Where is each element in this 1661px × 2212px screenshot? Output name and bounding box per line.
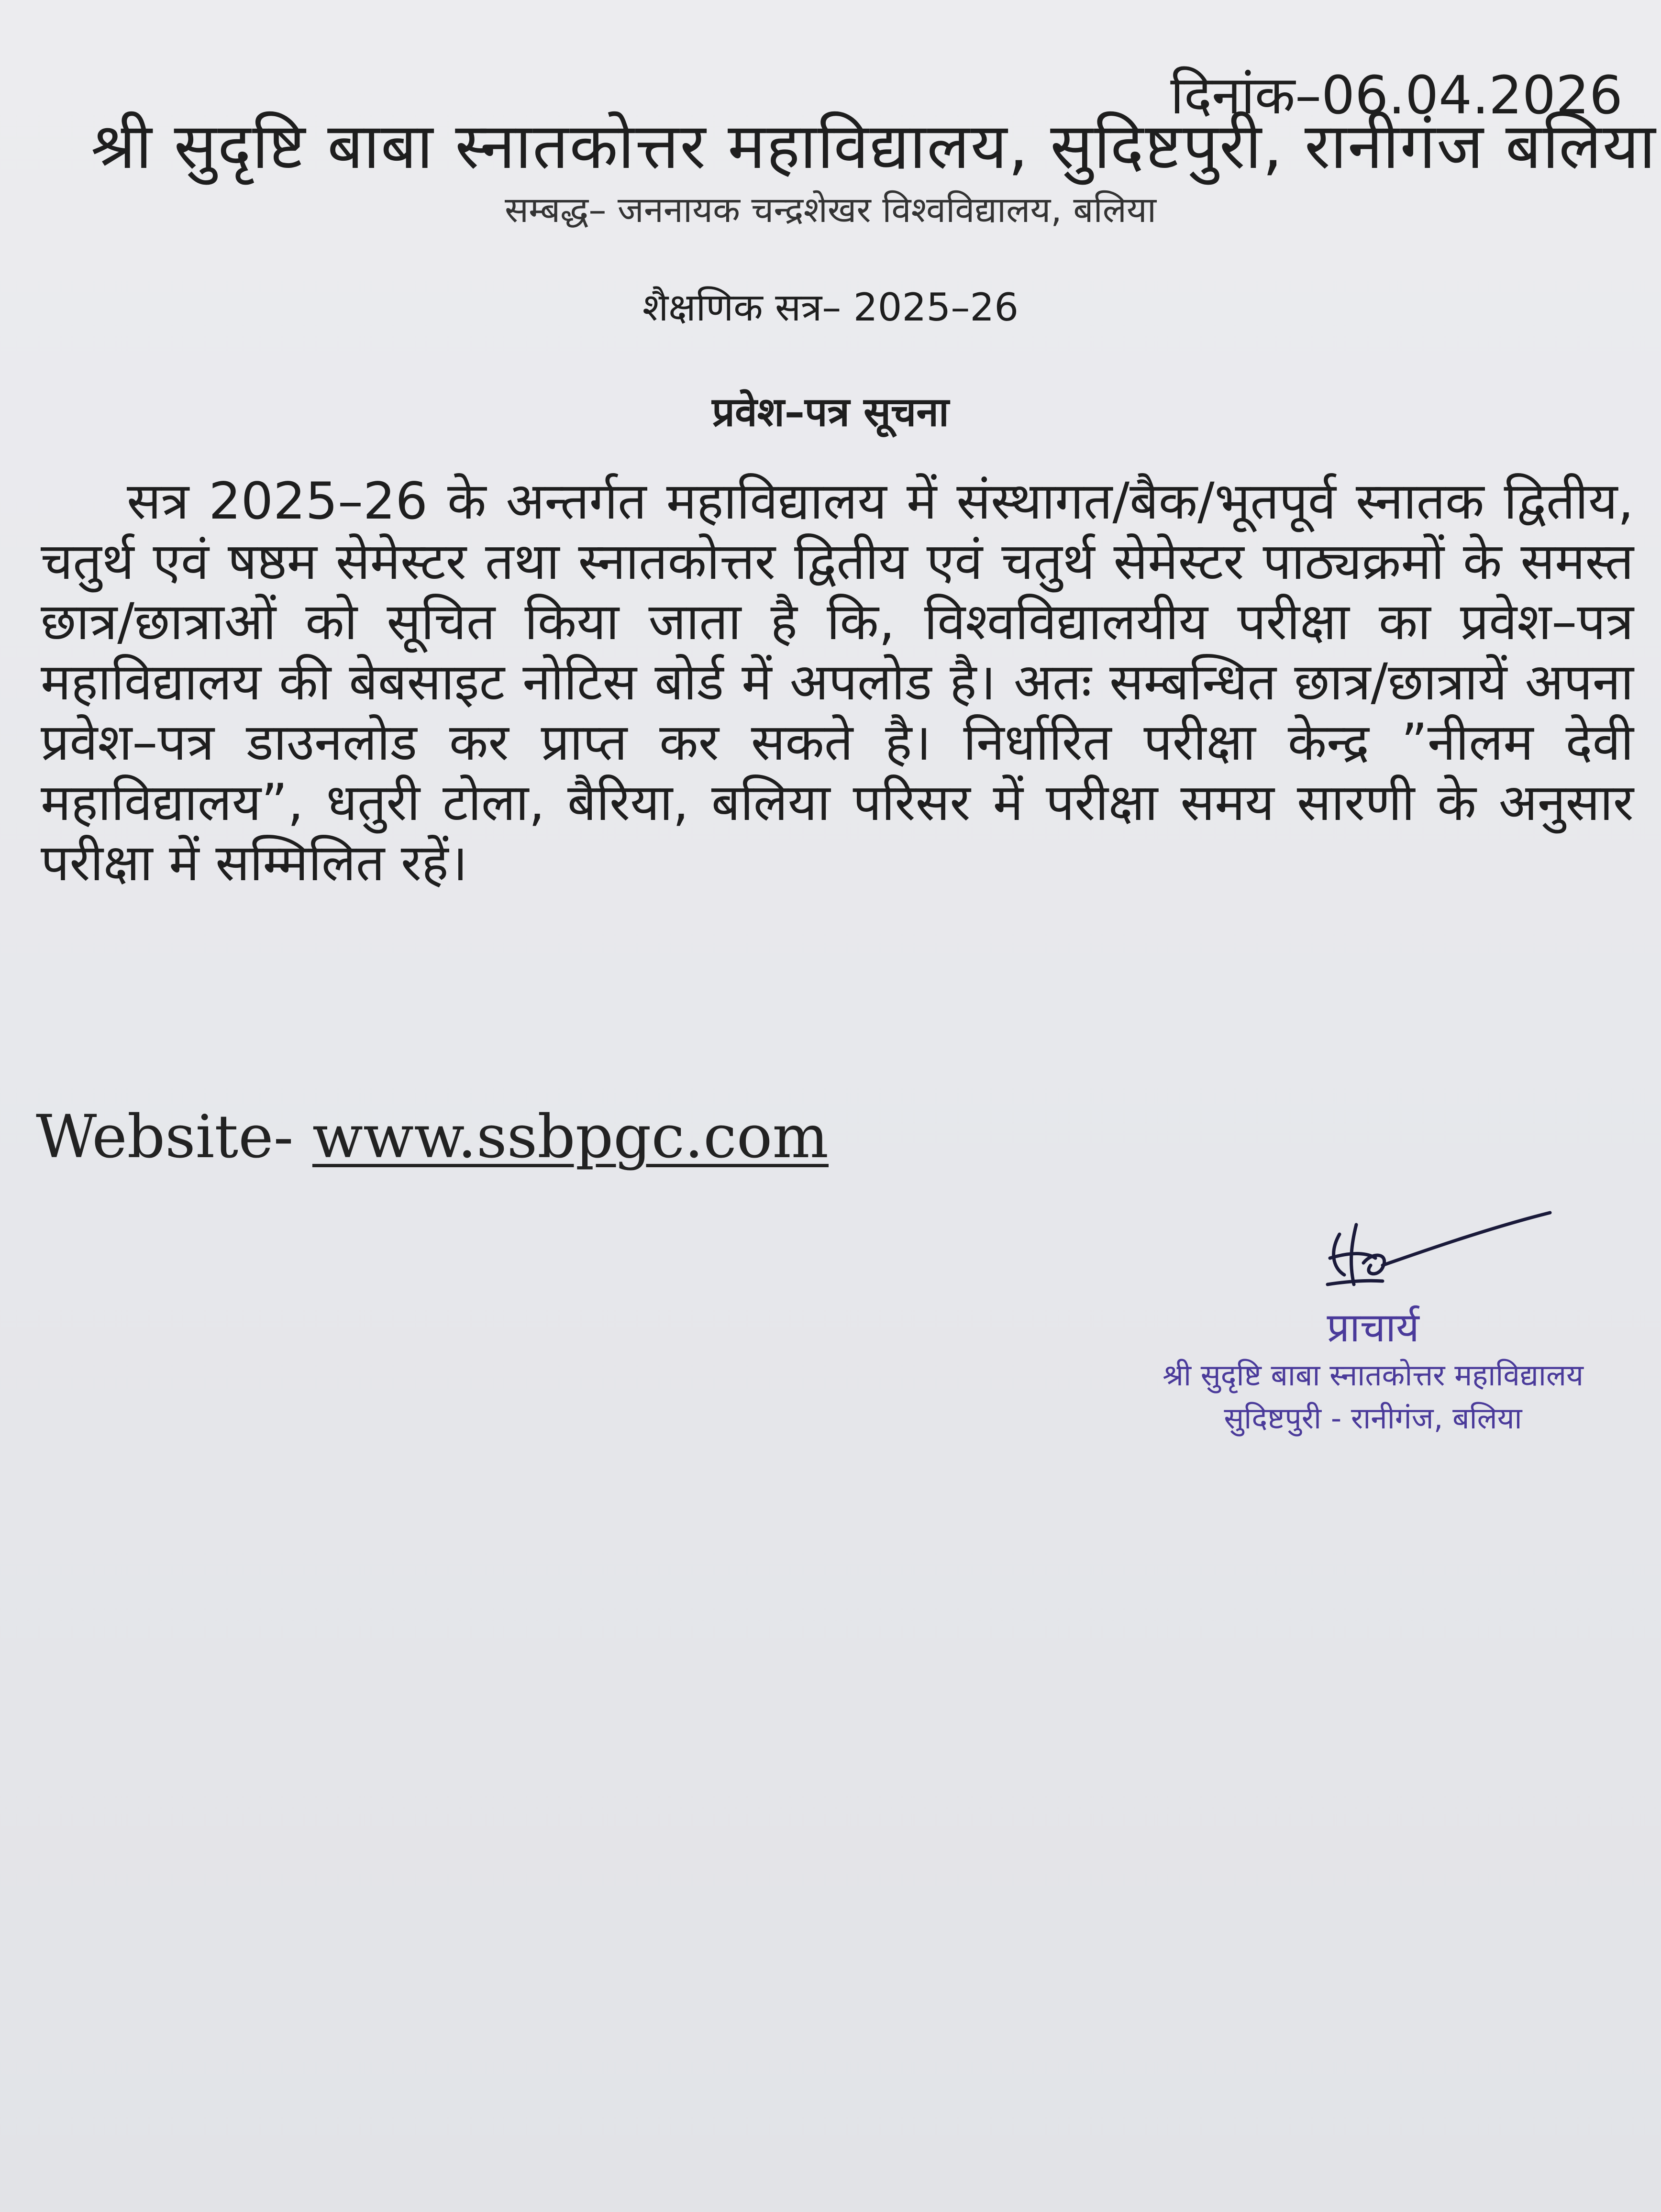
principal-stamp — [1100, 1301, 1646, 1440]
notice-date: दिनांक–06.04.2026 — [1170, 65, 1623, 126]
website-line — [36, 1103, 829, 1172]
college-name: श्री सुदृष्टि बाबा स्नातकोत्तर महाविद्यालय, सुदिष्टपुरी, रानीगंज बलिया — [91, 110, 1657, 183]
university-affiliation: सम्बद्ध– जननायक चन्द्रशेखर विश्वविद्यालय, बलिया — [504, 189, 1157, 231]
notice-title: प्रवेश–पत्र सूचना — [712, 388, 949, 435]
website-link[interactable]: www.ssbpgc.com — [312, 1103, 829, 1172]
academic-session: शैक्षणिक सत्र– 2025–26 — [642, 285, 1019, 330]
principal-title: प्राचार्य — [1327, 1304, 1419, 1351]
stamp-address: सुदिष्टपुरी - रानीगंज, बलिया — [1224, 1401, 1522, 1436]
notice-body: सत्र 2025–26 के अन्तर्गत महाविद्यालय में संस्थागत/बैक/भूतपूर्व स्नातक द्वितीय, चतुर्थ एवं षष्ठम सेमेस्टर तथा स्नातकोत्तर द्वितीय एवं चतुर्थ सेमेस्टर पाठ्यक्रमों के समस्त छात्र/छात्राओं को सूचित किया जाता है कि, विश्वविद्यालयीय परीक्षा का प्रवेश–पत्र महाविद्यालय की बेबसाइट नोटिस बोर्ड में अपलोड है। अतः सम्बन्धित छात्र/छात्रायें अपना प्रवेश–पत्र डाउनलोड कर प्राप्त कर सकते है। निर्धारित परीक्षा केन्द्र ”नीलम देवी महाविद्यालय”, धतुरी टोला, बैरिया, बलिया परिसर में परीक्षा समय सारणी के अनुसार परीक्षा में सम्मिलित रहें। — [41, 472, 1634, 892]
website-label: Website- — [36, 1103, 312, 1172]
stamp-college-name: श्री सुदृष्टि बाबा स्नातकोत्तर महाविद्यालय — [1163, 1358, 1583, 1393]
principal-signature — [1311, 1206, 1560, 1301]
